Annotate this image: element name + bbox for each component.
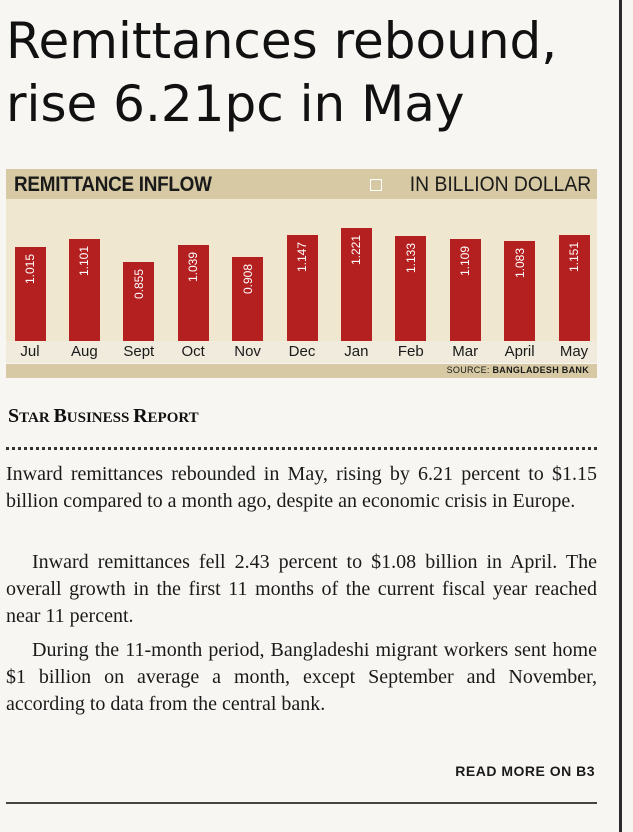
x-tick-label: Dec: [288, 343, 316, 360]
bar-value-label: 0.908: [240, 263, 255, 295]
bar-value-label: 1.109: [458, 245, 473, 277]
bar-value-label: 1.133: [403, 242, 418, 274]
article-paragraph-3: During the 11-month period, Bangladeshi migrant workers sent home $1 billion on average a month, except September and November, according to data from the central bank.: [6, 639, 597, 715]
x-tick-label: Jul: [20, 343, 40, 360]
chart-bar: [559, 235, 590, 341]
article-paragraph-2: Inward remittances fell 2.43 percent to $1.08 billion in April. The overall growth in the first 11 months of the current fiscal year reached near 11 percent.: [6, 551, 597, 627]
chart-bar: [450, 239, 481, 341]
chart-bar: [123, 262, 154, 341]
x-tick-label: Nov: [234, 343, 261, 360]
x-tick-label: Sept: [123, 343, 155, 360]
chart-bar: [341, 228, 372, 341]
bar-value-label: 1.147: [295, 241, 309, 273]
bar-value-label: 0.855: [131, 268, 146, 300]
bottom-rule: [6, 802, 597, 804]
chart-unit-label: IN BILLION DOLLAR: [409, 173, 591, 196]
x-tick-label: Jan: [344, 343, 369, 360]
headline-line-1: Remittances rebound,: [6, 12, 558, 70]
chart-bar: [69, 239, 100, 341]
chart-plot-area: [6, 199, 597, 341]
chart-bar: [232, 257, 263, 341]
x-tick-label: Oct: [181, 343, 205, 360]
chart-title: REMITTANCE INFLOW: [14, 173, 212, 196]
bar-value-label: 1.039: [186, 251, 201, 283]
x-tick-label: April: [504, 343, 535, 360]
chart-bar: [395, 236, 426, 341]
x-tick-label: Mar: [452, 343, 479, 360]
chart-bar: [15, 247, 46, 341]
chart-source-bar: [6, 364, 597, 378]
x-tick-label: Feb: [397, 343, 424, 360]
chart-bar: [287, 235, 318, 341]
bar-value-label: 1.101: [77, 245, 92, 277]
unit-legend-square: [370, 179, 382, 191]
dotted-divider: [6, 447, 597, 450]
chart-x-axis: [6, 341, 597, 363]
column-rule: [619, 0, 622, 832]
chart-header: [6, 169, 597, 199]
read-more-link[interactable]: READ MORE ON B3: [455, 763, 595, 779]
headline-line-2: rise 6.21pc in May: [6, 75, 465, 133]
byline: STAR BUSINESS REPORT: [8, 405, 199, 427]
bar-value-label: 1.221: [349, 234, 364, 266]
article-paragraph-1: Inward remittances rebounded in May, rising by 6.21 percent to $1.15 billion compared to a month ago, despite an economic crisis in Europe.: [6, 463, 597, 512]
bar-value-label: 1.151: [567, 241, 581, 273]
bar-value-label: 1.015: [23, 253, 37, 285]
chart-bar: [178, 245, 209, 341]
remittance-chart: [6, 169, 597, 379]
headline: [6, 10, 616, 136]
bar-value-label: 1.083: [512, 247, 527, 279]
x-tick-label: Aug: [71, 343, 98, 360]
chart-bar: [504, 241, 535, 341]
x-tick-label: May: [559, 343, 589, 360]
chart-source: SOURCE: BANGLADESH BANK: [446, 365, 589, 375]
